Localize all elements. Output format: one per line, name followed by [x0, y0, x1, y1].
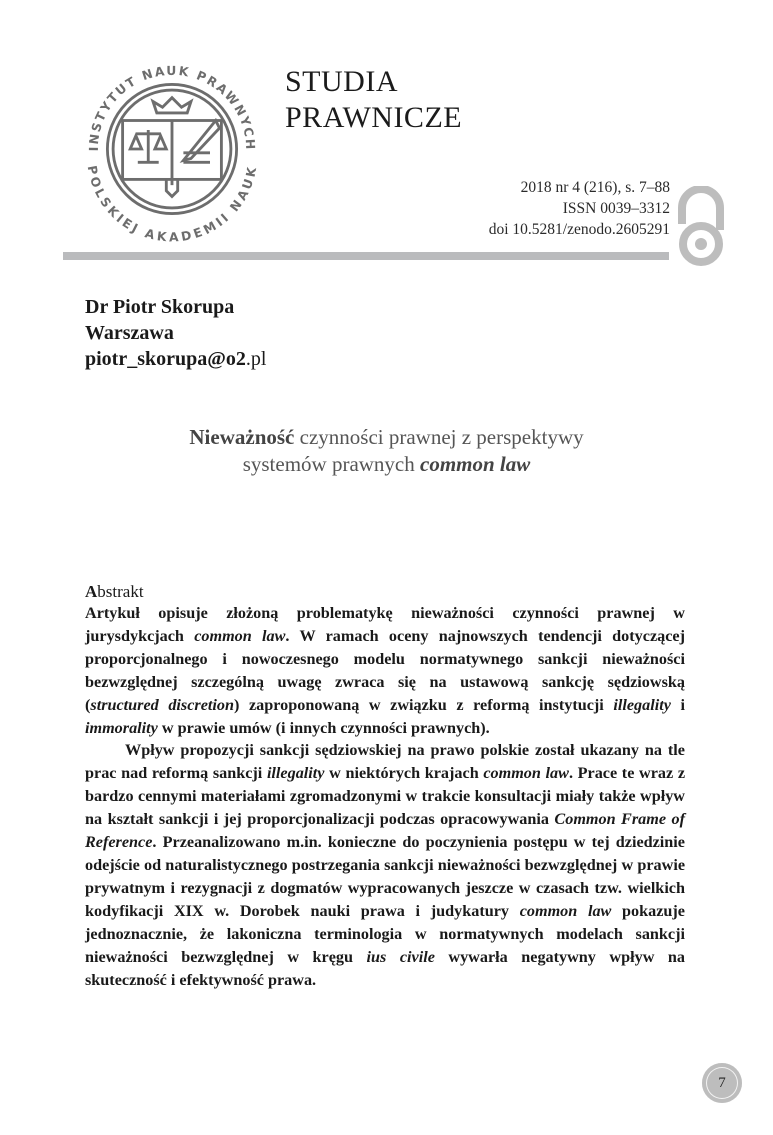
text: Artykuł opisuje złożoną problematykę nieważności czynności prawnej w jurysdykcjach — [85, 604, 685, 645]
italic-term: immorality — [85, 718, 158, 737]
text: . W ramach oceny najnowszych tendencji dotyczącej proporcjonalnego i nowoczesnego modelu normatywnego sankcji nieważności bezwzględnej szczególną uwagę zwraca się na ustawową sankcję sędziowską ( — [85, 626, 685, 714]
text: . Prace te wraz z bardzo cennymi materiałami zgromadzonymi w trakcie konsultacji miały także wpływ na kształt sankcji i jej proporcjonalizacji podczas opracowywania — [85, 764, 686, 829]
article-title — [0, 424, 773, 478]
issn: ISSN 0039–3312 — [562, 200, 670, 217]
italic-term: common law — [483, 764, 569, 783]
page-number: 7 — [702, 1063, 742, 1103]
institute-logo — [77, 54, 267, 244]
author-email-local: piotr_skorupa@o2 — [85, 348, 246, 370]
author-email[interactable] — [85, 346, 266, 372]
journal-title-line2: PRAWNICZE — [285, 101, 463, 134]
text: pokazuje jednoznacznie, że lakoniczna terminologia w normatywnych modelach sankcji nieważności bezwzględnej w kręgu — [85, 901, 685, 966]
italic-term: illegality — [266, 764, 325, 783]
abstract-body — [85, 602, 685, 991]
author-name: Dr Piotr Skorupa — [85, 296, 235, 318]
text: i — [670, 695, 685, 714]
text: ) zaproponowaną w związku z reformą instytucji — [233, 695, 614, 714]
article-title-line1: czynności prawnej z perspektywy — [294, 425, 584, 449]
text: w prawie umów (i innych czynności prawnych). — [157, 718, 490, 737]
italic-term: common law — [519, 901, 612, 920]
article-title-bold: Nieważność — [189, 425, 295, 449]
journal-title-line1: STUDIA — [285, 65, 398, 98]
publication-meta — [489, 177, 670, 240]
italic-term: structured discretion — [90, 695, 234, 714]
text: . Przeanalizowano m.in. konieczne do poczynienia postępu w tej dziedzinie odejście od naturalistycznego postrzegania sankcji nieważności bezwzględnej w prawie prywatnym i rezygnacji z dogmatów wypracowanych jeszcze w czasach tzw. wielkich kodyfikacji XIX w. Dorobek nauki prawa i judykatury — [85, 833, 685, 920]
abstract-paragraph-1 — [85, 602, 685, 739]
abstract-paragraph-2 — [85, 739, 685, 991]
doi: doi 10.5281/zenodo.2605291 — [488, 221, 670, 238]
italic-term: illegality — [613, 695, 671, 714]
article-title-italic: common law — [420, 452, 531, 476]
author-block — [85, 294, 266, 372]
author-city: Warszawa — [85, 322, 174, 344]
logo-text-bottom: POLSKIEJ AKADEMII NAUK — [84, 164, 260, 244]
abstract-heading — [85, 582, 144, 602]
author-email-tld: .pl — [245, 348, 267, 370]
italic-term: Common Frame of Reference — [85, 810, 685, 852]
issue-info: 2018 nr 4 (216), s. 7–88 — [520, 179, 670, 196]
abstract-heading-rest: bstrakt — [97, 582, 144, 601]
abstract-heading-initial: A — [85, 582, 98, 601]
open-access-icon — [676, 186, 726, 268]
logo-text-top: INSTYTUT NAUK PRAWNYCH — [86, 63, 258, 152]
italic-term: ius civile — [366, 947, 435, 966]
text: w niektórych krajach — [324, 764, 484, 783]
journal-title — [285, 64, 462, 136]
article-title-line2: systemów prawnych — [242, 452, 421, 476]
text: wywarła negatywny wpływ na skuteczność i efektywność prawa. — [85, 947, 685, 989]
text: Wpływ propozycji sankcji sędziowskiej na prawo polskie został ukazany na tle prac nad reformą sankcji — [85, 741, 685, 783]
header-divider — [63, 252, 669, 260]
italic-term: common law — [194, 626, 286, 645]
